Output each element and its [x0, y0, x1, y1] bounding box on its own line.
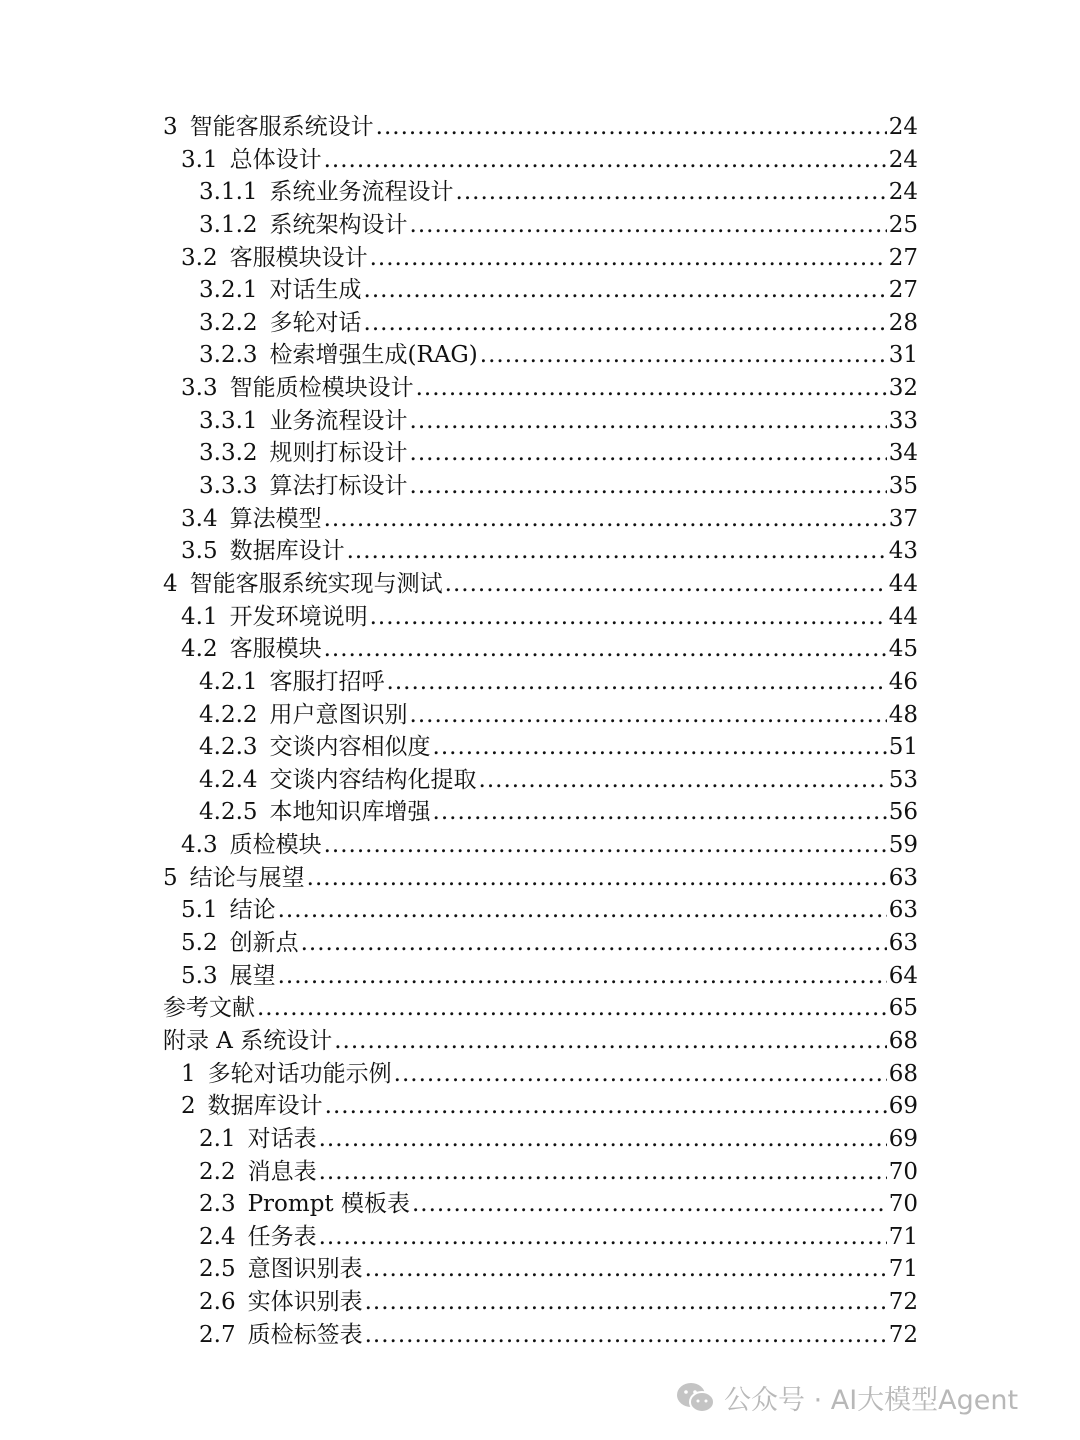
toc-entry[interactable] — [163, 500, 918, 533]
toc-entry-number: 3.1.1 — [199, 179, 258, 206]
toc-entry-number: 3.2 — [181, 244, 218, 271]
toc-entry-page: 59 — [888, 832, 918, 859]
toc-dot-leader — [324, 147, 887, 173]
toc-entry-number: 3.5 — [181, 538, 218, 565]
toc-entry-title: 创新点 — [229, 930, 299, 957]
toc-entry-title: 开发环境说明 — [229, 603, 368, 630]
toc-entry-number: 4.3 — [181, 832, 218, 859]
toc-entry-title: 数据库设计 — [207, 1093, 323, 1120]
toc-dot-leader — [410, 408, 887, 434]
toc-dot-leader — [365, 1289, 887, 1315]
toc-entry[interactable] — [163, 728, 918, 761]
toc-entry-page: 68 — [888, 1027, 918, 1054]
toc-entry-page: 37 — [888, 505, 918, 532]
watermark — [676, 1378, 1018, 1417]
toc-entry[interactable] — [163, 271, 918, 304]
table-of-contents — [163, 108, 918, 1348]
toc-entry-title: 算法打标设计 — [269, 473, 408, 500]
toc-entry-title: 用户意图识别 — [269, 701, 408, 728]
toc-entry-page: 71 — [888, 1256, 918, 1283]
toc-entry-title: 参考文献 — [163, 995, 255, 1022]
toc-entry[interactable] — [163, 141, 918, 174]
toc-entry-page: 46 — [888, 668, 918, 695]
toc-entry[interactable] — [163, 1153, 918, 1186]
toc-entry-page: 64 — [888, 962, 918, 989]
toc-entry-page: 24 — [888, 114, 918, 140]
toc-entry[interactable] — [163, 1250, 918, 1283]
toc-entry[interactable] — [163, 761, 918, 794]
toc-entry[interactable] — [163, 793, 918, 826]
toc-entry-number: 2.4 — [199, 1223, 236, 1250]
toc-entry-page: 63 — [888, 930, 918, 957]
toc-entry-number: 3.2.1 — [199, 277, 258, 304]
toc-entry[interactable] — [163, 173, 918, 206]
watermark-text: 公众号 · AI大模型Agent — [724, 1385, 1019, 1416]
toc-dot-leader — [365, 1322, 887, 1348]
toc-entry-title: 算法模型 — [229, 505, 322, 532]
toc-entry-number: 5.3 — [181, 962, 218, 989]
toc-dot-leader — [394, 1061, 887, 1087]
toc-entry-title: 结论与展望 — [189, 864, 305, 891]
toc-dot-leader — [433, 734, 887, 760]
toc-entry-number: 3.3 — [181, 375, 218, 402]
toc-entry[interactable] — [163, 402, 918, 435]
toc-entry[interactable] — [163, 989, 918, 1022]
toc-entry-title: 系统业务流程设计 — [269, 179, 454, 206]
toc-entry-page: 28 — [888, 309, 918, 336]
toc-entry-number: 2.2 — [199, 1158, 236, 1185]
toc-entry-page: 24 — [888, 179, 918, 206]
toc-entry-page: 53 — [888, 766, 918, 793]
toc-entry[interactable] — [163, 924, 918, 957]
toc-entry[interactable] — [163, 1055, 918, 1088]
toc-entry-title: 任务表 — [247, 1223, 317, 1250]
toc-dot-leader — [364, 277, 887, 303]
toc-entry-number: 3.3.1 — [199, 407, 258, 434]
toc-entry-number: 2.5 — [199, 1256, 236, 1283]
toc-dot-leader — [410, 440, 887, 466]
toc-entry-number: 4 — [163, 570, 178, 597]
toc-entry[interactable] — [163, 369, 918, 402]
toc-dot-leader — [387, 669, 887, 695]
toc-entry[interactable] — [163, 565, 918, 598]
toc-dot-leader — [365, 1256, 887, 1282]
toc-entry-page: 69 — [888, 1093, 918, 1120]
toc-entry-title: 多轮对话 — [269, 309, 362, 336]
toc-entry[interactable] — [163, 336, 918, 369]
toc-entry-number: 4.2.3 — [199, 734, 258, 761]
toc-entry-page: 33 — [888, 407, 918, 434]
toc-entry-number: 3.3.2 — [199, 440, 258, 467]
toc-entry-title: 交谈内容相似度 — [269, 734, 431, 761]
toc-entry[interactable] — [163, 1316, 918, 1349]
toc-entry[interactable] — [163, 108, 918, 141]
toc-entry-number: 3.4 — [181, 505, 218, 532]
toc-entry-page: 45 — [888, 636, 918, 663]
toc-entry-page: 51 — [888, 734, 918, 761]
toc-entry-title: 本地知识库增强 — [269, 799, 431, 826]
toc-entry[interactable] — [163, 891, 918, 924]
toc-dot-leader — [410, 702, 887, 728]
toc-dot-leader — [301, 930, 887, 956]
toc-entry-title: 数据库设计 — [229, 538, 345, 565]
toc-entry-title: 客服打招呼 — [269, 668, 385, 695]
toc-entry-number: 5.2 — [181, 930, 218, 957]
toc-entry-page: 43 — [888, 538, 918, 565]
toc-dot-leader — [412, 1191, 887, 1217]
toc-entry[interactable] — [163, 239, 918, 272]
toc-entry-page: 24 — [888, 146, 918, 173]
toc-entry[interactable] — [163, 826, 918, 859]
toc-entry-number: 4.2.4 — [199, 766, 258, 793]
toc-entry[interactable] — [163, 1087, 918, 1120]
toc-dot-leader — [319, 1126, 887, 1152]
toc-entry[interactable] — [163, 957, 918, 990]
toc-entry-page: 35 — [888, 473, 918, 500]
toc-entry-page: 72 — [888, 1321, 918, 1348]
toc-entry-number: 4.2.2 — [199, 701, 258, 728]
toc-dot-leader — [416, 375, 887, 401]
toc-entry-title: 交谈内容结构化提取 — [269, 766, 477, 793]
toc-entry-page: 27 — [888, 277, 918, 304]
toc-entry-page: 70 — [888, 1158, 918, 1185]
toc-entry-page: 32 — [888, 375, 918, 402]
toc-entry[interactable] — [163, 1120, 918, 1153]
toc-entry[interactable] — [163, 1218, 918, 1251]
toc-entry-title: 系统架构设计 — [269, 211, 408, 238]
toc-entry-page: 27 — [888, 244, 918, 271]
toc-dot-leader — [257, 995, 887, 1021]
toc-entry-number: 2.3 — [199, 1191, 236, 1218]
toc-dot-leader — [370, 245, 887, 271]
toc-entry[interactable] — [163, 859, 918, 892]
toc-entry-number: 3.2.3 — [199, 342, 258, 369]
toc-dot-leader — [324, 636, 887, 662]
toc-dot-leader — [376, 114, 887, 140]
toc-entry-page: 25 — [888, 211, 918, 238]
toc-entry-title: 客服模块 — [229, 636, 322, 663]
toc-entry-page: 44 — [888, 570, 918, 597]
toc-entry[interactable] — [163, 630, 918, 663]
toc-dot-leader — [324, 506, 887, 532]
toc-entry-number: 4.1 — [181, 603, 218, 630]
toc-entry-title: 质检标签表 — [247, 1321, 363, 1348]
toc-entry-title: 展望 — [229, 962, 276, 989]
toc-dot-leader — [364, 310, 887, 336]
toc-entry[interactable] — [163, 1283, 918, 1316]
toc-entry-title: 智能客服系统设计 — [189, 114, 374, 140]
toc-entry[interactable] — [163, 1022, 918, 1055]
toc-dot-leader — [370, 604, 887, 630]
toc-dot-leader — [347, 538, 887, 564]
toc-entry-number: 3.2.2 — [199, 309, 258, 336]
toc-entry-title: 业务流程设计 — [269, 407, 408, 434]
toc-entry-number: 3.1.2 — [199, 211, 258, 238]
toc-entry-title: 结论 — [229, 897, 276, 924]
toc-entry-page: 68 — [888, 1060, 918, 1087]
toc-entry-page: 71 — [888, 1223, 918, 1250]
toc-entry-number: 2.7 — [199, 1321, 236, 1348]
toc-entry-page: 56 — [888, 799, 918, 826]
toc-entry[interactable] — [163, 304, 918, 337]
toc-entry-number: 3.1 — [181, 146, 218, 173]
toc-entry-page: 31 — [888, 342, 918, 369]
toc-entry-title: 附录 A 系统设计 — [163, 1027, 333, 1054]
toc-entry-number: 5 — [163, 864, 178, 891]
toc-entry-title: 多轮对话功能示例 — [207, 1060, 392, 1087]
toc-entry-title: 质检模块 — [229, 832, 322, 859]
toc-entry-number: 3 — [163, 114, 178, 140]
toc-entry-page: 44 — [888, 603, 918, 630]
toc-entry-title: Prompt 模板表 — [247, 1191, 410, 1218]
toc-entry-title: 智能客服系统实现与测试 — [189, 570, 443, 597]
toc-entry[interactable] — [163, 467, 918, 500]
toc-entry-number: 4.2.5 — [199, 799, 258, 826]
toc-entry-number: 1 — [181, 1060, 196, 1087]
toc-dot-leader — [334, 1028, 886, 1054]
toc-entry-page: 70 — [888, 1191, 918, 1218]
toc-entry[interactable] — [163, 206, 918, 239]
toc-entry-title: 对话生成 — [269, 277, 362, 304]
toc-entry-title: 总体设计 — [229, 146, 322, 173]
toc-dot-leader — [324, 832, 887, 858]
toc-dot-leader — [480, 342, 887, 368]
toc-entry-title: 实体识别表 — [247, 1289, 363, 1316]
toc-entry-number: 3.3.3 — [199, 473, 258, 500]
toc-entry-page: 72 — [888, 1289, 918, 1316]
toc-entry-title: 客服模块设计 — [229, 244, 368, 271]
toc-entry-title: 对话表 — [247, 1125, 317, 1152]
toc-dot-leader — [319, 1159, 887, 1185]
toc-entry-page: 48 — [888, 701, 918, 728]
toc-entry-number: 2.6 — [199, 1289, 236, 1316]
toc-dot-leader — [479, 767, 887, 793]
toc-entry[interactable] — [163, 532, 918, 565]
toc-entry-title: 智能质检模块设计 — [229, 375, 414, 402]
toc-dot-leader — [410, 473, 887, 499]
toc-entry-number: 2 — [181, 1093, 196, 1120]
toc-entry-page: 34 — [888, 440, 918, 467]
toc-entry-number: 4.2 — [181, 636, 218, 663]
toc-entry-title: 意图识别表 — [247, 1256, 363, 1283]
toc-entry-title: 检索增强生成(RAG) — [269, 342, 478, 369]
toc-dot-leader — [445, 571, 887, 597]
toc-entry-number: 2.1 — [199, 1125, 236, 1152]
toc-entry-number: 4.2.1 — [199, 668, 258, 695]
toc-entry-number: 5.1 — [181, 897, 218, 924]
toc-dot-leader — [319, 1224, 887, 1250]
toc-dot-leader — [278, 963, 887, 989]
toc-dot-leader — [278, 897, 887, 923]
toc-dot-leader — [307, 865, 887, 891]
toc-entry-page: 69 — [888, 1125, 918, 1152]
wechat-icon — [676, 1381, 716, 1415]
toc-entry-page: 63 — [888, 897, 918, 924]
toc-entry-title: 规则打标设计 — [269, 440, 408, 467]
toc-dot-leader — [433, 799, 887, 825]
toc-entry[interactable] — [163, 663, 918, 696]
toc-entry[interactable] — [163, 598, 918, 631]
toc-entry-title: 消息表 — [247, 1158, 317, 1185]
toc-entry-page: 65 — [888, 995, 918, 1022]
toc-dot-leader — [410, 212, 887, 238]
toc-entry[interactable] — [163, 696, 918, 729]
toc-dot-leader — [456, 179, 887, 205]
toc-entry[interactable] — [163, 1185, 918, 1218]
toc-entry-page: 63 — [888, 864, 918, 891]
toc-dot-leader — [325, 1093, 887, 1119]
toc-entry[interactable] — [163, 434, 918, 467]
